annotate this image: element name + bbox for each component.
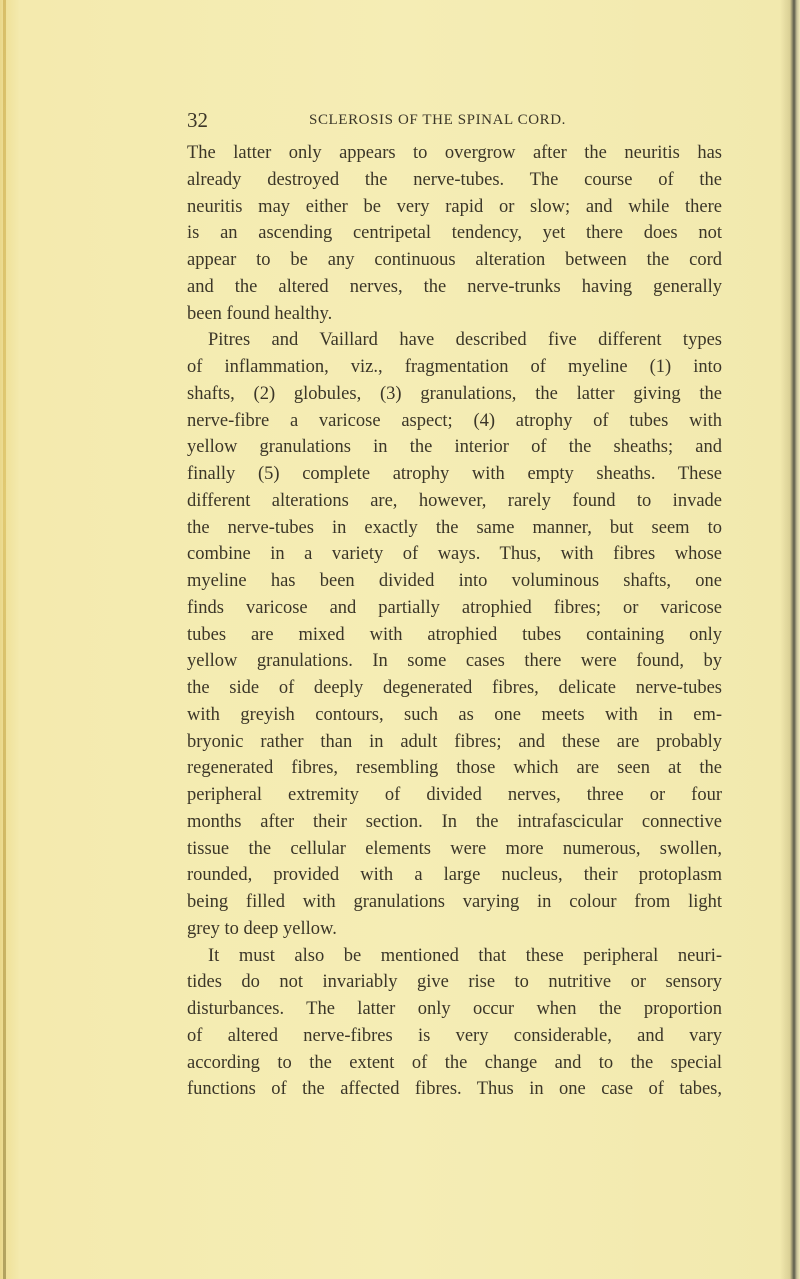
text-line: being filled with granulations varying in colour from light bbox=[187, 892, 722, 912]
text-line: tissue the cellular elements were more numerous, swollen, bbox=[187, 838, 722, 859]
text-line: disturbances. The latter only occur when the proportion bbox=[187, 999, 722, 1019]
text-line: peripheral extremity of divided nerves, three or four bbox=[187, 785, 722, 805]
text-line: of altered nerve-fibres is very considerable, and vary bbox=[187, 1025, 722, 1046]
body-text bbox=[187, 140, 722, 1103]
text-line: tides do not invariably give rise to nutritive or sensory bbox=[187, 972, 722, 993]
text-line: combine in a variety of ways. Thus, with fibres whose bbox=[187, 544, 722, 565]
text-line: tubes are mixed with atrophied tubes containing only bbox=[187, 624, 722, 645]
text-line: grey to deep yellow. bbox=[187, 918, 337, 939]
text-line: Pitres and Vaillard have described five different types bbox=[208, 330, 722, 351]
text-line: shafts, (2) globules, (3) granulations, the latter giving the bbox=[187, 383, 722, 404]
text-line: been found healthy. bbox=[187, 303, 333, 324]
text-line: and the altered nerves, the nerve-trunks having generally bbox=[187, 276, 722, 297]
text-line: according to the extent of the change and to the special bbox=[187, 1052, 722, 1073]
text-line: neuritis may either be very rapid or slow; and while there bbox=[187, 196, 722, 217]
text-line: with greyish contours, such as one meets with in em- bbox=[187, 704, 722, 725]
text-line: already destroyed the nerve-tubes. The course of the bbox=[187, 169, 722, 190]
page-header bbox=[187, 108, 722, 134]
text-line: finally (5) complete atrophy with empty sheaths. These bbox=[187, 464, 722, 484]
text-line: nerve-fibre a varicose aspect; (4) atrophy of tubes with bbox=[187, 410, 722, 431]
text-line: appear to be any continuous alteration between the cord bbox=[187, 250, 722, 270]
text-line: The latter only appears to overgrow after the neuritis has bbox=[187, 143, 722, 163]
text-line: functions of the affected fibres. Thus in one case of tabes, bbox=[187, 1079, 722, 1100]
text-line: is an ascending centripetal tendency, yet there does not bbox=[187, 223, 722, 244]
text-line: the nerve-tubes in exactly the same manner, but seem to bbox=[187, 517, 722, 538]
running-title: SCLEROSIS OF THE SPINAL CORD. bbox=[309, 112, 567, 128]
text-line: of inflammation, viz., fragmentation of myeline (1) into bbox=[187, 357, 722, 377]
text-line: It must also be mentioned that these peripheral neuri- bbox=[208, 945, 722, 966]
page-number: 32 bbox=[187, 108, 208, 132]
text-line: yellow granulations. In some cases there were found, by bbox=[187, 651, 722, 672]
text-line: finds varicose and partially atrophied fibres; or varicose bbox=[187, 597, 722, 618]
page-binding-edge bbox=[3, 0, 6, 1279]
text-line: yellow granulations in the interior of the sheaths; and bbox=[187, 437, 722, 458]
text-line: regenerated fibres, resembling those which are seen at the bbox=[187, 758, 722, 779]
text-line: months after their section. In the intrafascicular connective bbox=[187, 811, 722, 832]
text-line: rounded, provided with a large nucleus, their protoplasm bbox=[187, 865, 722, 886]
text-line: bryonic rather than in adult fibres; and these are probably bbox=[187, 731, 722, 752]
paragraph bbox=[187, 327, 722, 942]
paragraph bbox=[187, 140, 722, 327]
text-line: the side of deeply degenerated fibres, delicate nerve-tubes bbox=[187, 678, 722, 698]
text-line: different alterations are, however, rarely found to invade bbox=[187, 490, 722, 511]
text-line: myeline has been divided into voluminous shafts, one bbox=[187, 571, 722, 591]
paragraph bbox=[187, 943, 722, 1104]
